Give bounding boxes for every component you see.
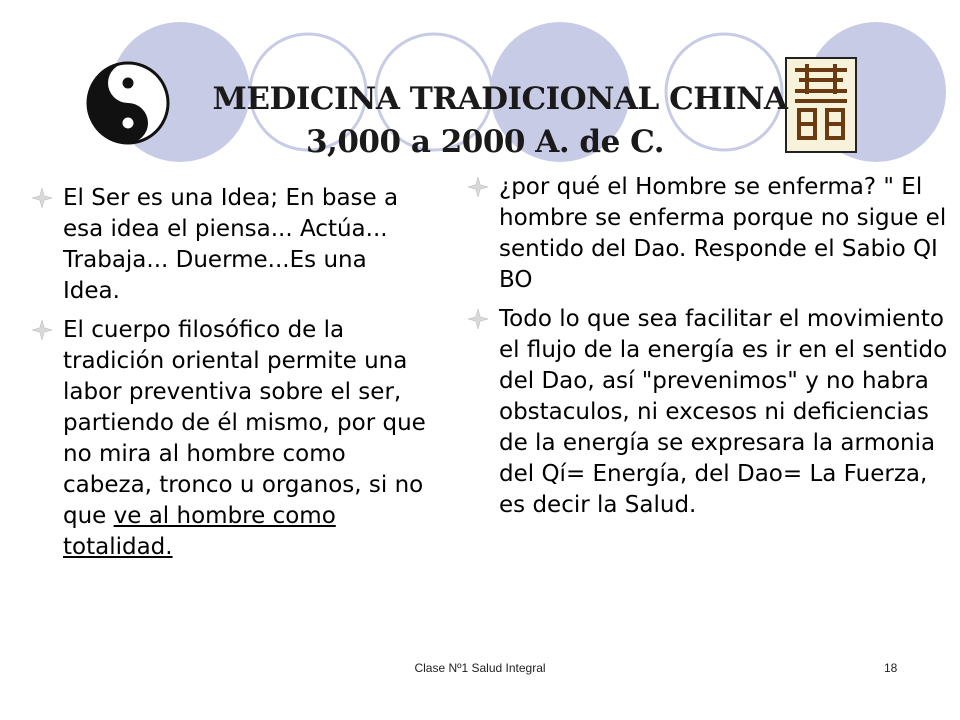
title-line-2: 3,000 a 2000 A. de C. — [305, 124, 665, 161]
bullet-item — [466, 172, 956, 296]
bullet-icon — [32, 188, 52, 208]
bullet-item — [466, 304, 956, 521]
bullet-text: Todo lo que sea facilitar el movimiento el flujo de la energía es ir en el sentido del Dao, así "prevenimos" y no habra obstaculos, ni excesos ni deficiencias de la energía se expresara la armonia del Qí= Energía, del Dao= La Fuerza, es decir la Salud. — [499, 306, 948, 518]
bullet-icon — [468, 177, 488, 197]
page-number: 18 — [884, 661, 898, 675]
bullet-text-underlined: ve al hombre como totalidad. — [63, 503, 336, 560]
footer-label: Clase Nº1 Salud Integral — [414, 661, 546, 675]
bullet-item — [30, 183, 426, 307]
bullet-icon — [468, 309, 488, 329]
right-column — [466, 172, 956, 529]
bullet-icon — [32, 320, 52, 340]
bullet-text: El Ser es una Idea; En base a esa idea el piensa... Actúa... Trabaja... Duerme...Es una Idea. — [63, 185, 399, 304]
bullet-text: ¿por qué el Hombre se enferma? " El hombre se enferma porque no sigue el sentido del Dao. Responde el Sabio QI BO — [499, 174, 947, 293]
title-line-1: MEDICINA TRADICIONAL CHINA — [212, 81, 788, 117]
bullet-text: El cuerpo filosófico de la tradición oriental permite una labor preventiva sobre el ser, partiendo de él mismo, por que no mira al hombre como cabeza, tronco u organos, si no que — [63, 317, 426, 529]
bullet-item — [30, 315, 426, 563]
slide-title — [140, 78, 860, 165]
left-column — [30, 183, 426, 571]
